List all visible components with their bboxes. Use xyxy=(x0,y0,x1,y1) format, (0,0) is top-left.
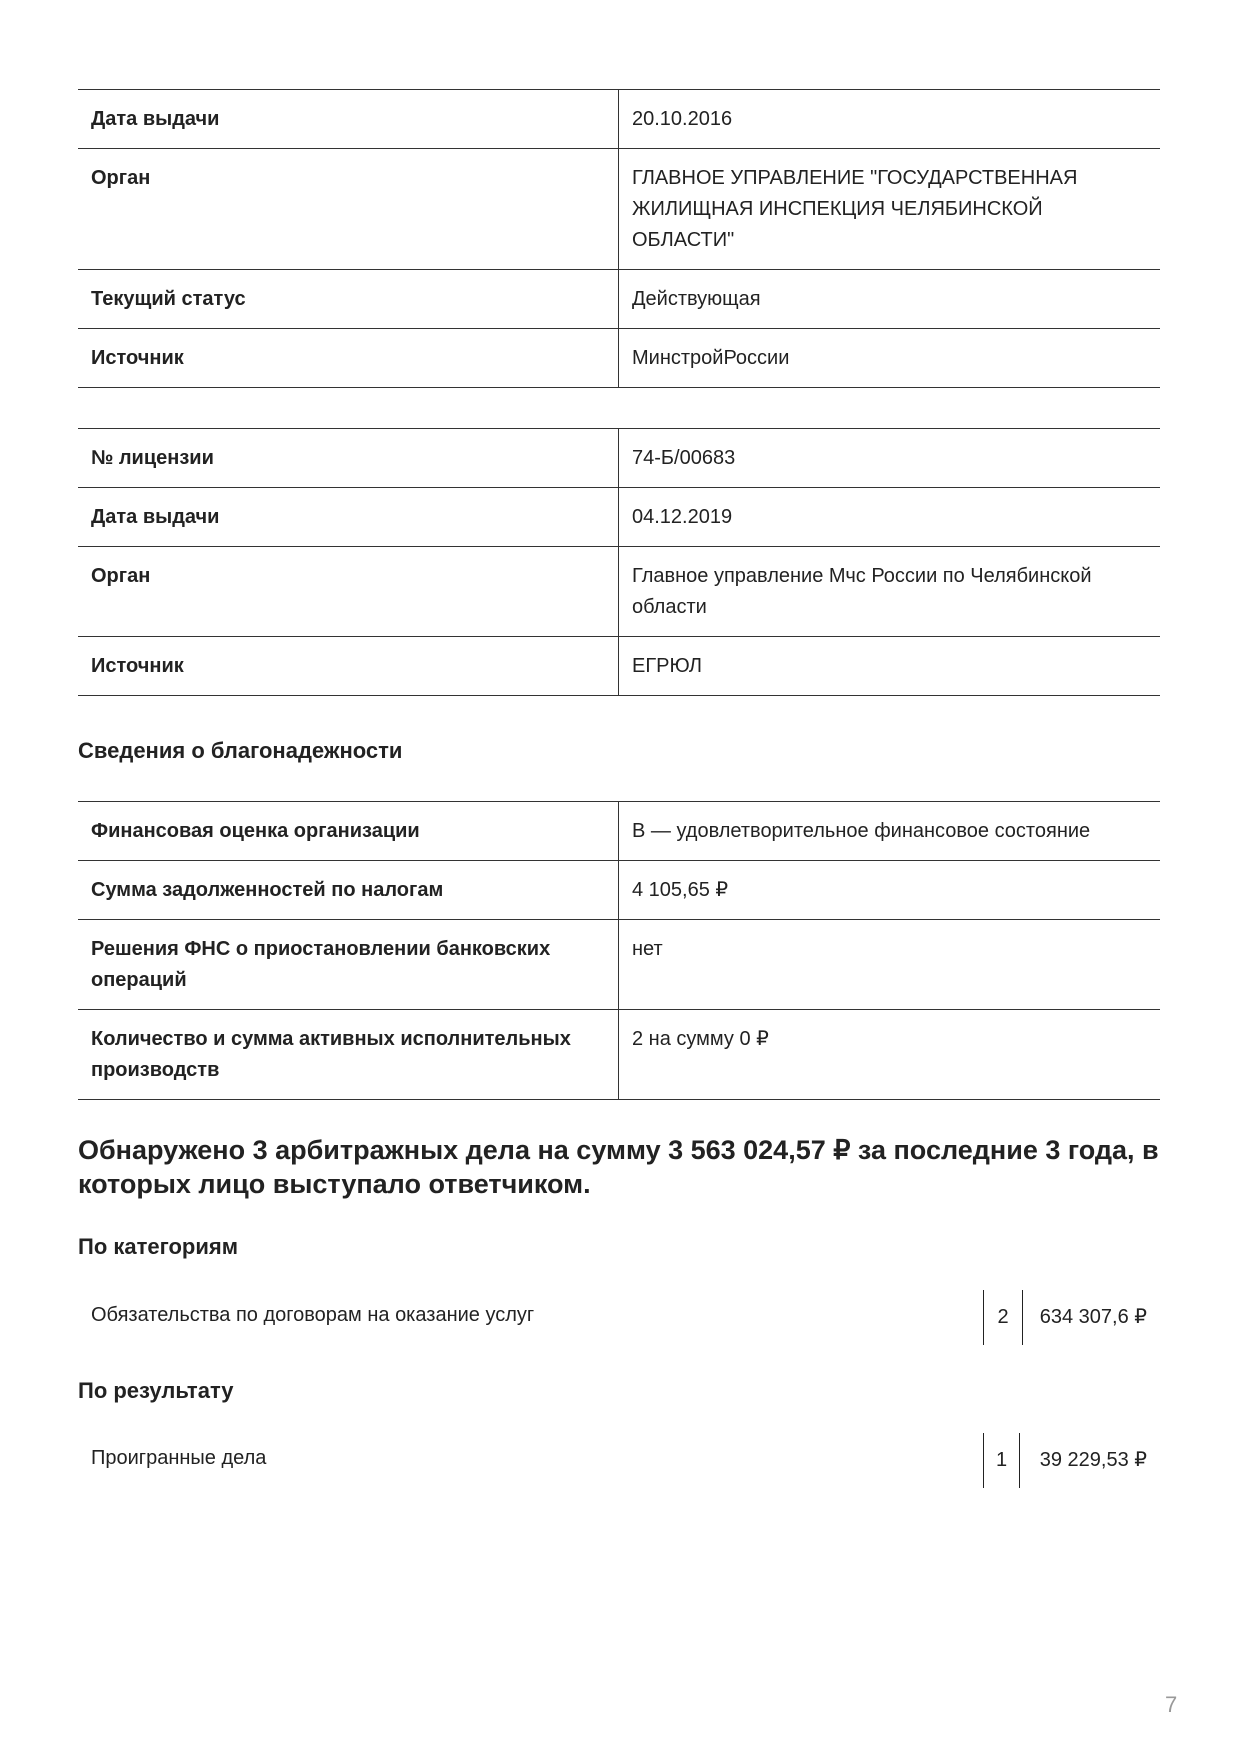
by-result-heading: По результату xyxy=(78,1378,234,1403)
field-label: Орган xyxy=(78,149,619,269)
result-row xyxy=(78,1433,1160,1488)
field-label: Дата выдачи xyxy=(78,90,619,148)
table-row xyxy=(78,488,1160,547)
category-sum: 634 307,6 ₽ xyxy=(1039,1306,1147,1328)
field-label: Дата выдачи xyxy=(78,488,619,546)
field-value: нет xyxy=(632,938,663,960)
field-value: МинстройРоссии xyxy=(632,347,790,369)
field-label: Источник xyxy=(78,637,619,695)
field-value: 20.10.2016 xyxy=(632,108,733,130)
license-table xyxy=(78,428,1160,696)
result-count: 1 xyxy=(983,1433,1020,1488)
category-row xyxy=(78,1290,1160,1345)
field-value: Главное управление Мчс России по Челябинской области xyxy=(632,565,1092,618)
field-label: Количество и сумма активных исполнительных производств xyxy=(78,1010,619,1099)
field-label: Решения ФНС о приостановлении банковских операций xyxy=(78,920,619,1009)
table-row xyxy=(78,920,1160,1010)
arbitration-summary: Обнаружено 3 арбитражных дела на сумму 3 563 024,57 ₽ за последние 3 года, в которых лицо выступало ответчиком. xyxy=(78,1135,1159,1199)
table-row xyxy=(78,637,1160,696)
table-row xyxy=(78,90,1160,149)
field-label: № лицензии xyxy=(78,429,619,487)
field-value: B — удовлетворительное финансовое состояние xyxy=(632,820,1091,842)
field-value: Действующая xyxy=(632,288,761,310)
permit-table xyxy=(78,89,1160,388)
result-sum: 39 229,53 ₽ xyxy=(1039,1449,1147,1471)
reliability-heading: Сведения о благонадежности xyxy=(78,738,403,763)
category-label: Обязательства по договорам на оказание услуг xyxy=(91,1304,535,1326)
field-label: Финансовая оценка организации xyxy=(78,802,619,860)
category-count: 2 xyxy=(983,1290,1023,1345)
field-label: Текущий статус xyxy=(78,270,619,328)
table-row xyxy=(78,149,1160,270)
result-label: Проигранные дела xyxy=(91,1447,267,1469)
field-value: ЕГРЮЛ xyxy=(632,655,702,677)
field-value: 2 на сумму 0 ₽ xyxy=(632,1028,769,1050)
field-label: Сумма задолженностей по налогам xyxy=(78,861,619,919)
page-number: 7 xyxy=(1165,1692,1178,1717)
table-row xyxy=(78,429,1160,488)
table-row xyxy=(78,547,1160,637)
table-row xyxy=(78,329,1160,388)
field-label: Орган xyxy=(78,547,619,636)
table-row xyxy=(78,270,1160,329)
field-value: 74-Б/00683 xyxy=(632,447,736,469)
table-row xyxy=(78,1010,1160,1100)
table-row xyxy=(78,861,1160,920)
field-value: 04.12.2019 xyxy=(632,506,733,528)
field-value: ГЛАВНОЕ УПРАВЛЕНИЕ "ГОСУДАРСТВЕННАЯ ЖИЛИЩНАЯ ИНСПЕКЦИЯ ЧЕЛЯБИНСКОЙ ОБЛАСТИ" xyxy=(632,167,1078,251)
by-category-heading: По категориям xyxy=(78,1234,239,1259)
field-value: 4 105,65 ₽ xyxy=(632,879,729,901)
table-row xyxy=(78,802,1160,861)
field-label: Источник xyxy=(78,329,619,387)
reliability-table xyxy=(78,801,1160,1100)
